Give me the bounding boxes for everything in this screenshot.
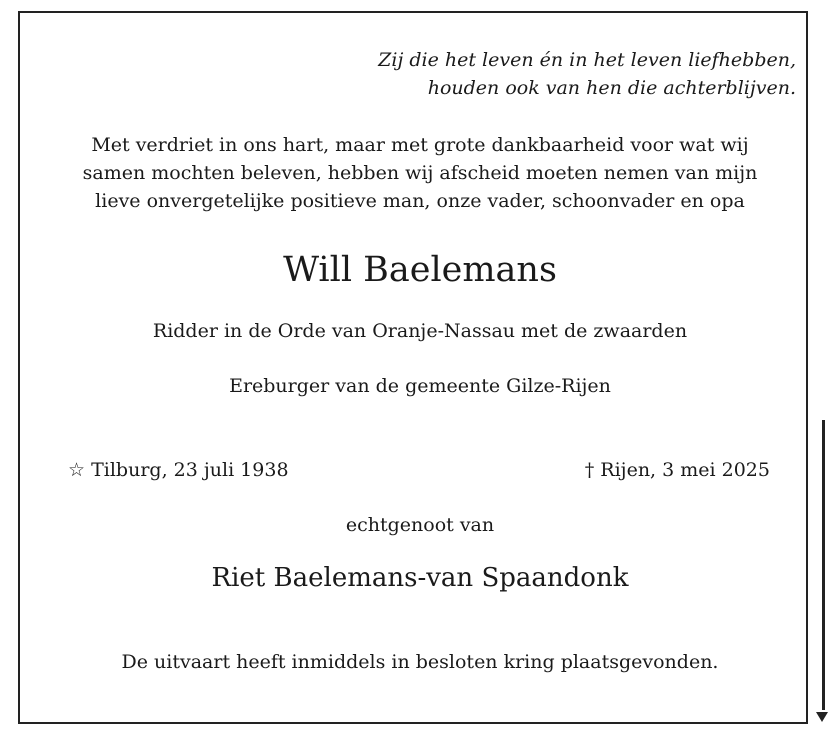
deceased-name: Will Baelemans <box>283 250 557 290</box>
closing-text: De uitvaart heeft inmiddels in besloten kring plaatsgevonden. <box>121 651 719 673</box>
motto <box>196 46 796 102</box>
honor-knighthood: Ridder in de Orde van Oranje-Nassau met de zwaarden <box>152 320 688 342</box>
birth-text: Tilburg, 23 juli 1938 <box>91 459 289 481</box>
motto-line-1: Zij die het leven én in het leven liefhebben, <box>378 49 796 71</box>
intro-line-3: lieve onvergetelijke positieve man, onze vader, schoonvader en opa <box>95 190 745 212</box>
intro-text <box>20 131 820 215</box>
notice-border <box>18 11 808 724</box>
cross-icon: † <box>584 459 595 481</box>
spouse-label: echtgenoot van <box>345 514 495 536</box>
frame-shadow <box>822 420 825 710</box>
death-info <box>585 457 770 483</box>
birth-info <box>68 457 289 483</box>
spouse-name: Riet Baelemans-van Spaandonk <box>211 563 629 593</box>
star-icon: ☆ <box>68 459 86 481</box>
intro-line-1: Met verdriet in ons hart, maar met grote dankbaarheid voor wat wij <box>91 134 749 156</box>
intro-line-2: samen mochten beleven, hebben wij afscheid moeten nemen van mijn <box>82 162 758 184</box>
scroll-down-arrow-icon[interactable] <box>816 712 828 722</box>
motto-line-2: houden ook van hen die achterblijven. <box>427 77 796 99</box>
death-text: Rijen, 3 mei 2025 <box>600 459 770 481</box>
honor-citizenship: Ereburger van de gemeente Gilze-Rijen <box>229 375 611 397</box>
